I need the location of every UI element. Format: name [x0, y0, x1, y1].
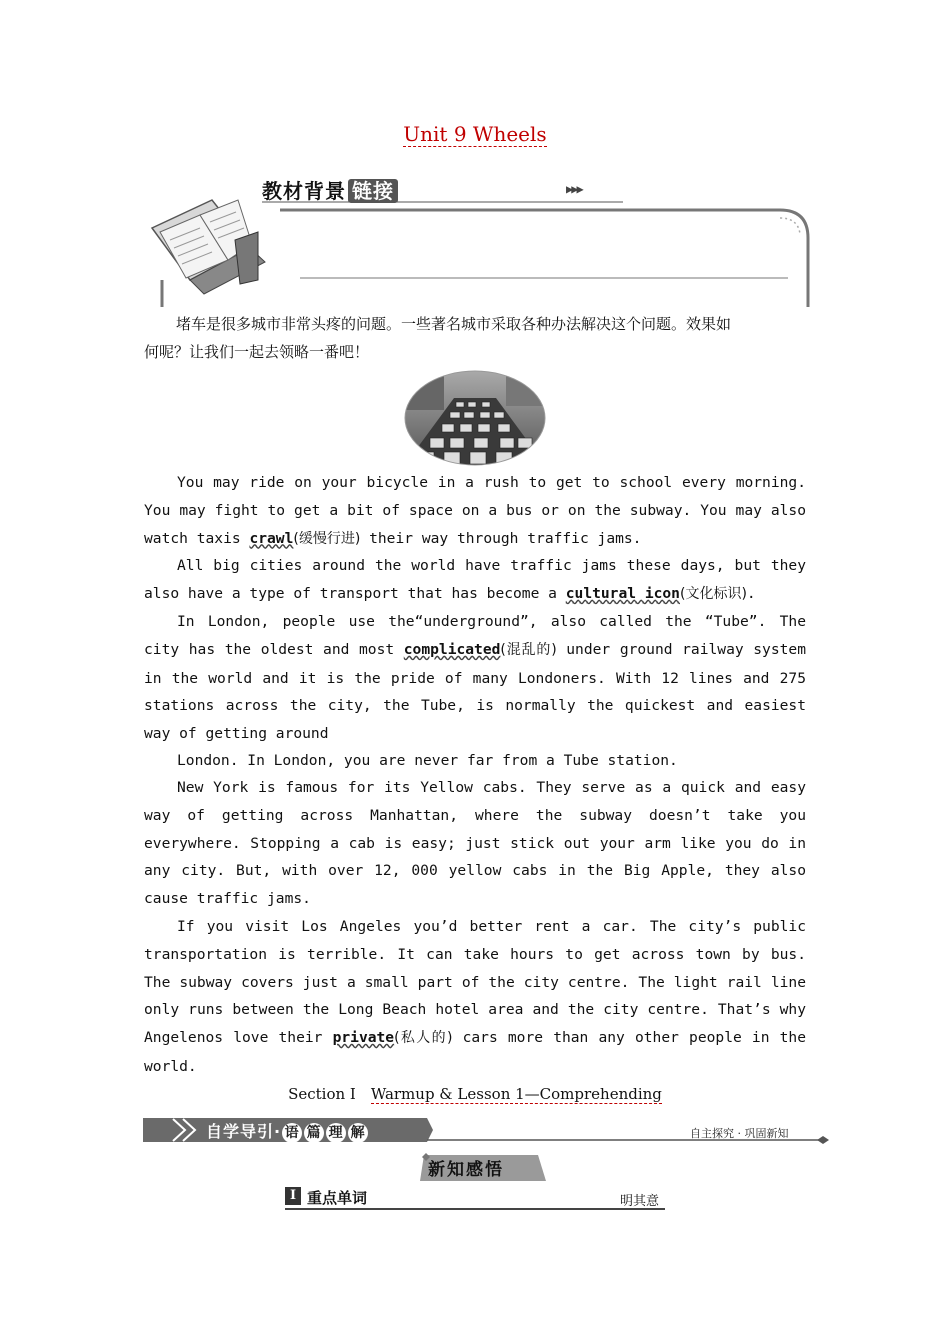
guide-subtitle: 自主探究 · 巩固新知: [690, 1127, 789, 1140]
paragraph-1: You may ride on your bicycle in a rush to get to school every morning. You may fight to get a bit of space on a bus or on the subway. You may also watch taxis crawl(缓慢行进) their way through traffic jams.: [144, 474, 806, 547]
paragraph-5: If you visit Los Angeles you’d better rent a car. The city’s public transportation is terrible. It can take hours to get across town by bus. The subway covers just a small part of the city centre. The light rail line only runs between the Long Beach hotel area and the city centre. That’s why Angelenos love their private(私人的) cars more than any other people in the world.: [144, 918, 806, 1075]
guide-label: 自学导引· 语 篇 理 解: [206, 1119, 369, 1143]
paragraph-3b: London. In London, you are never far from a Tube station.: [177, 752, 678, 769]
paragraph-3: In London, people use the“underground”, also called the “Tube”. The city has the oldest and most complicated(混乱的) under ground railway system in the world and it is the pride of many Londoners. With 12 lines and 275 stations across the city, the Tube, is normally the quickest and easiest way of getting around: [144, 613, 806, 743]
banner-frame: [140, 170, 820, 310]
paragraph-4: New York is famous for its Yellow cabs. They serve as a quick and easy way of getting across Manhattan, where the subway doesn’t take you everywhere. Stopping a cab is easy; just stick out your arm like you do in any city. But, with over 12, 000 yellow cabs in the Big Apple, they also cause traffic jams.: [144, 779, 806, 908]
banner-heading: 教材背景 链接: [262, 175, 398, 204]
intro-line-2: 何呢？让我们一起去领略一番吧！: [144, 343, 370, 361]
intro-line-1: 堵车是很多城市非常头疼的问题。一些著名城市采取各种办法解决这个问题。效果如: [176, 315, 732, 333]
section-title: Section Ⅰ Warmup & Lesson 1—Comprehending: [288, 1085, 662, 1103]
page-title: Unit 9 Wheels: [403, 122, 547, 146]
traffic-jam-photo: [404, 370, 546, 466]
paragraph-2: All big cities around the world have traffic jams these days, but they also have a type of transport that has become a cultural icon(文化标识).: [144, 557, 806, 602]
vocab-hint: 明其意: [620, 1194, 660, 1209]
new-knowledge-heading: 新知感悟: [428, 1160, 504, 1180]
banner-arrows: ▶▶▶: [566, 182, 582, 196]
vocab-label: 重点单词: [307, 1189, 368, 1207]
vocab-number: Ⅰ: [285, 1187, 301, 1205]
book-icon: [152, 200, 265, 294]
